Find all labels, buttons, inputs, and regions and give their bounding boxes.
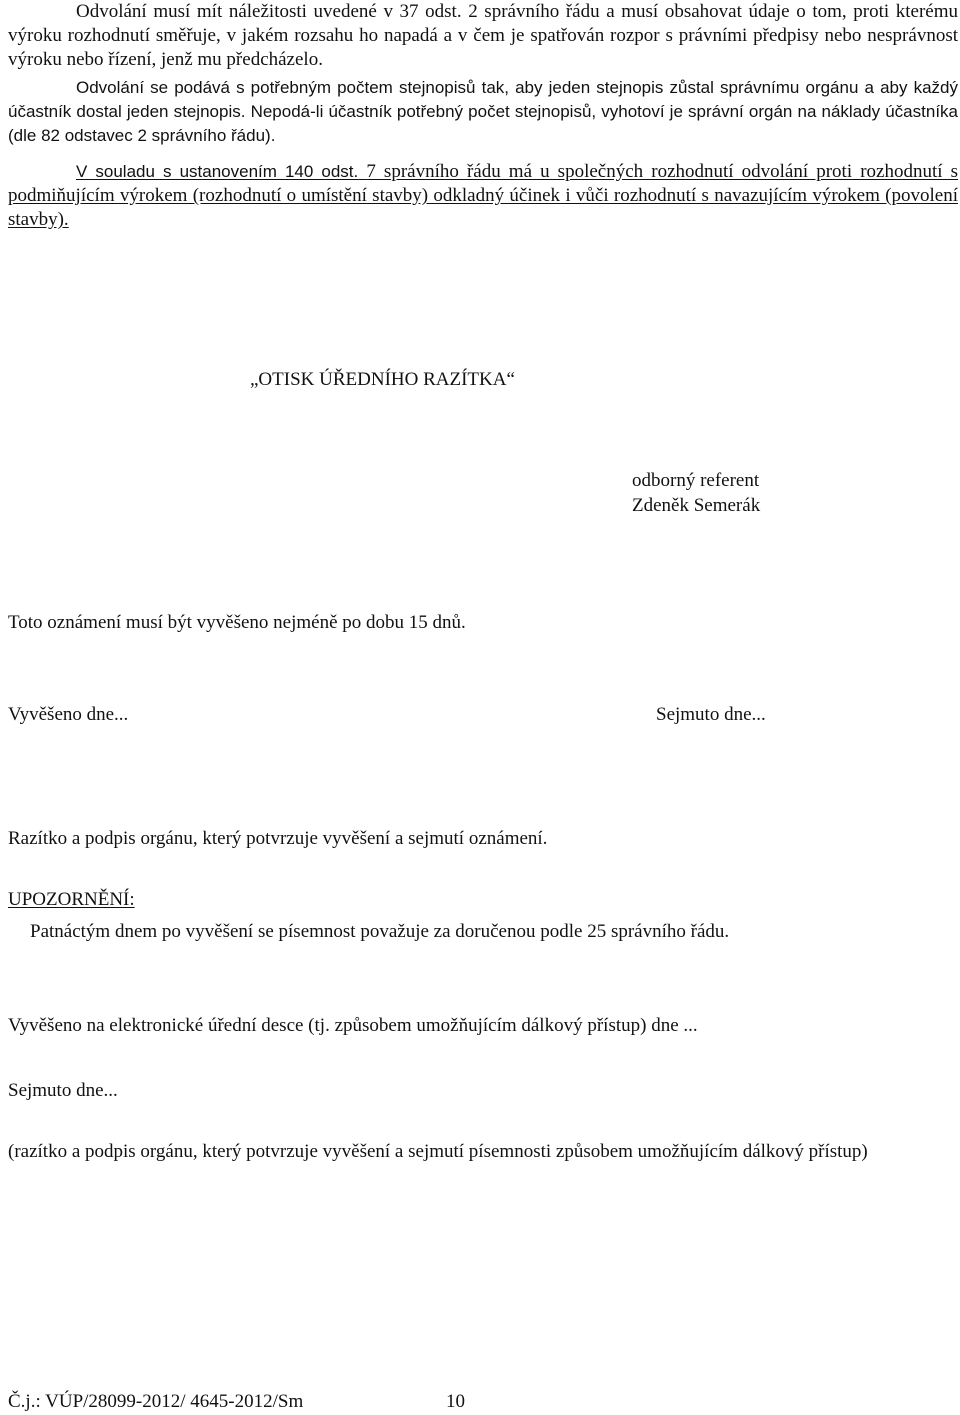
posted-date-label: Vyvěšeno dne...	[8, 704, 129, 725]
appeal-copies-tail: Nepodá-li účastník potřebný počet stejnopisů, vyhotoví je správní orgán na náklady účastníka (dle 82 odstavec 2 správního řádu).	[8, 102, 958, 145]
appeal-copies-lead: Odvolání se podává s potřebným počtem stejnopisů tak, aby jeden stejnopis zůstal správnímu orgánu a aby každý účastník dostal jeden stejnopis.	[8, 78, 958, 121]
stamp-signature-note: Razítko a podpis orgánu, který potvrzuje vyvěšení a sejmutí oznámení.	[8, 828, 548, 849]
stamp-placeholder: „OTISK ÚŘEDNÍHO RAZÍTKA“	[250, 369, 515, 390]
warning-heading: UPOZORNĚNÍ:	[8, 889, 135, 910]
signatory-name: Zdeněk Semerák	[632, 495, 761, 516]
suspensive-effect-tail: 7 správního řádu má u společných rozhodnutí odvolání proti rozhodnutí s podmiňujícím výrokem (rozhodnutí o umístění stavby) odkladný účinek i vůči rozhodnutí s navazujícím výrokem (povolení stavby).	[8, 161, 958, 230]
appeal-requirements-text: Odvolání musí mít náležitosti uvedené v 37 odst. 2 správního řádu a musí obsahovat údaje o tom, proti kterému výroku rozhodnutí směřuje, v jakém rozsahu ho napadá a v čem je spatřován rozpor s právními předpisy nebo nesprávnost výroku nebo řízení, jenž mu předcházelo.	[8, 1, 958, 70]
footer-page-number: 10	[446, 1391, 465, 1412]
posting-notice: Toto oznámení musí být vyvěšeno nejméně po dobu 15 dnů.	[8, 612, 466, 633]
footer-reference: Č.j.: VÚP/28099-2012/ 4645-2012/Sm	[8, 1391, 304, 1412]
warning-text: Patnáctým dnem po vyvěšení se písemnost považuje za doručenou podle 25 správního řádu.	[30, 921, 730, 942]
electronic-board-posted: Vyvěšeno na elektronické úřední desce (tj. způsobem umožňujícím dálkový přístup) dne ...	[8, 1015, 698, 1036]
suspensive-effect-paragraph	[8, 160, 958, 232]
suspensive-effect-lead: V souladu s ustanovením 140 odst.	[76, 162, 359, 181]
signatory-role: odborný referent	[632, 470, 760, 491]
removed-date-label: Sejmuto dne...	[656, 704, 766, 725]
electronic-board-removed: Sejmuto dne...	[8, 1080, 118, 1101]
electronic-board-note: (razítko a podpis orgánu, který potvrzuje vyvěšení a sejmutí písemnosti způsobem umožňujícím dálkový přístup)	[8, 1141, 868, 1162]
document-page	[8, 0, 958, 1415]
appeal-copies-paragraph	[8, 76, 958, 148]
signature-block	[632, 468, 760, 518]
appeal-requirements-paragraph	[8, 0, 958, 72]
